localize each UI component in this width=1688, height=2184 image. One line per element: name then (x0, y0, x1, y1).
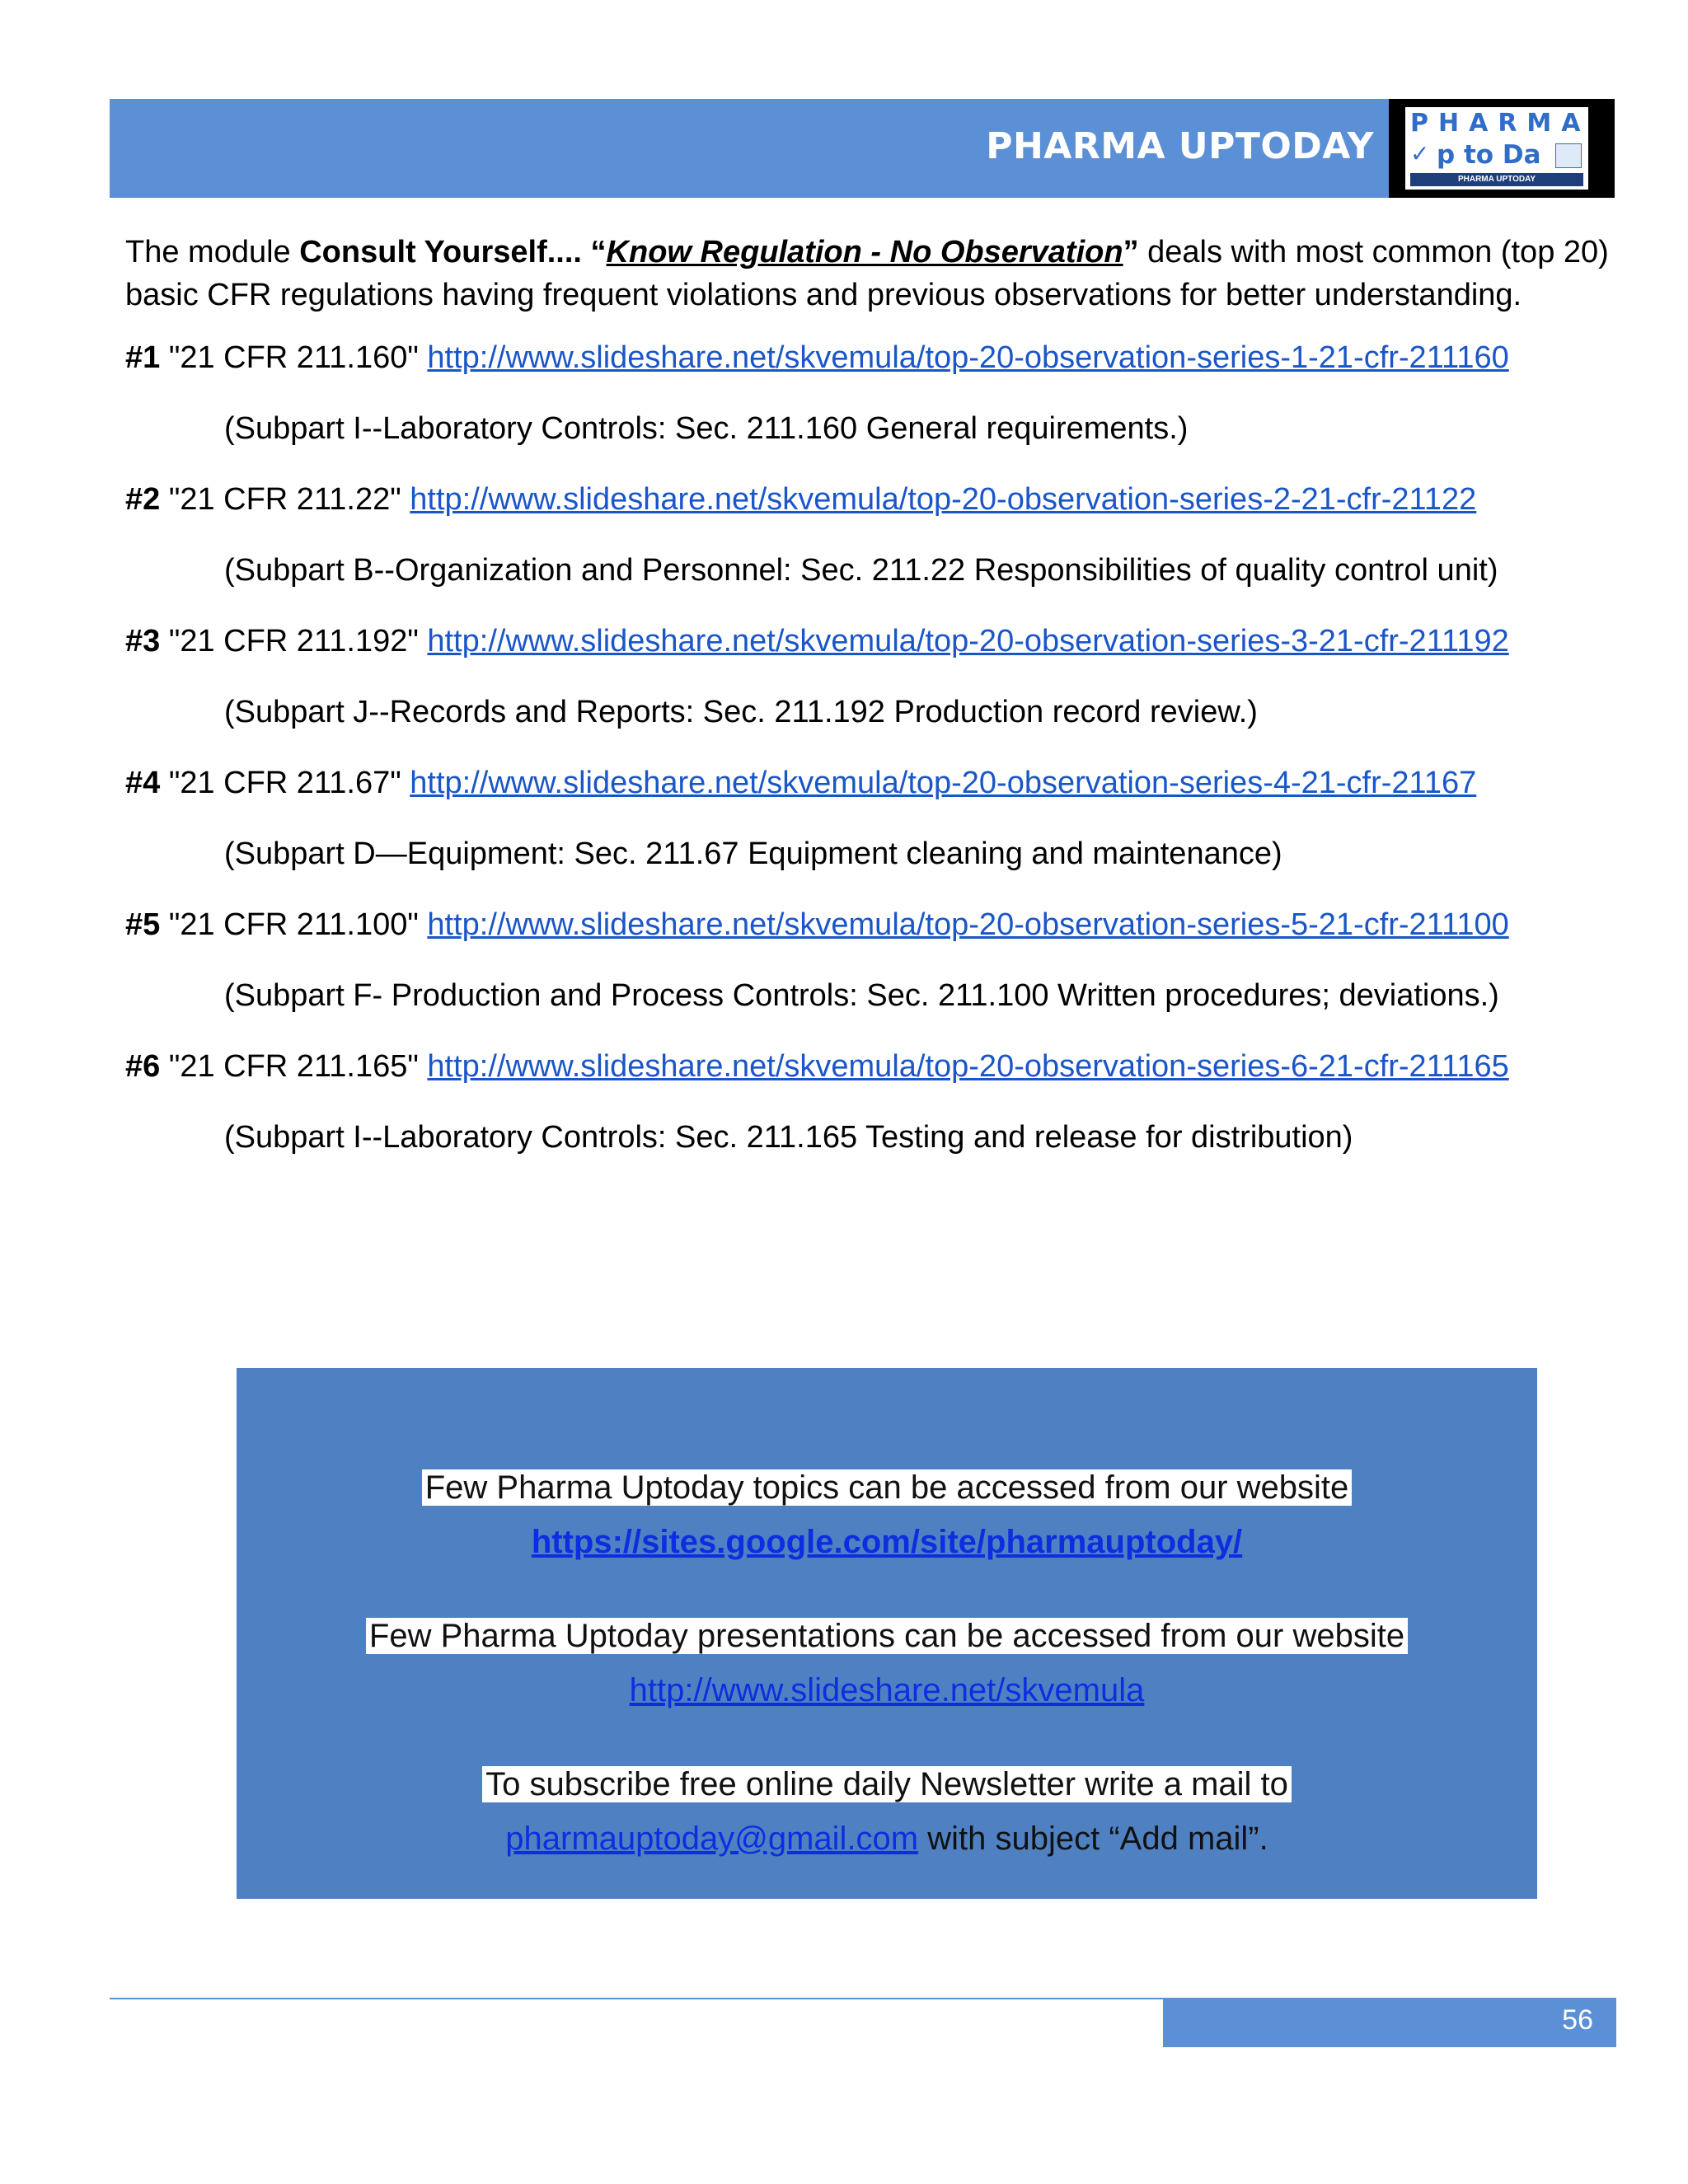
entry-5 (125, 903, 1609, 1017)
logo-middle (1409, 142, 1585, 170)
entry-cfr: "21 CFR 211.100" (160, 907, 428, 942)
entry-cfr: "21 CFR 211.160" (160, 340, 428, 375)
entry-3 (125, 620, 1609, 733)
entry-link[interactable]: http://www.slideshare.net/skvemula/top-20-observation-series-5-21-cfr-211100 (427, 907, 1509, 942)
topics-text: Few Pharma Uptoday topics can be accessed from our website (422, 1469, 1353, 1506)
entry-subpart: (Subpart F- Production and Process Controls: Sec. 211.100 Written procedures; deviations.) (224, 978, 1499, 1013)
entry-cfr: "21 CFR 211.192" (160, 624, 428, 658)
entry-heading (125, 478, 1609, 521)
info-box-content (237, 1460, 1537, 1866)
module-title: Know Regulation - No Observation (606, 235, 1123, 269)
entry-cfr: "21 CFR 211.165" (160, 1049, 428, 1084)
entry-heading (125, 903, 1609, 946)
entry-subpart: (Subpart I--Laboratory Controls: Sec. 211.165 Testing and release for distribution) (224, 1120, 1353, 1155)
entry-2 (125, 478, 1609, 592)
entry-subpart: (Subpart B--Organization and Personnel: Sec. 211.22 Responsibilities of quality control unit) (224, 553, 1498, 588)
entry-heading (125, 620, 1609, 663)
module-name: Consult Yourself.... (299, 235, 582, 269)
document-body (125, 231, 1609, 1187)
entry-heading (125, 1045, 1609, 1088)
topics-link[interactable]: https://sites.google.com/site/pharmauptoday/ (531, 1524, 1243, 1560)
email-link[interactable]: pharmauptoday@gmail.com (505, 1821, 919, 1857)
intro-suffix: deals with most common (top 20) basic CFR regulations having frequent violations and previous observations for better understanding. (125, 235, 1609, 312)
logo-top-text: PHARMA (1410, 109, 1591, 138)
subscribe-text: To subscribe free online daily Newsletter write a mail to (482, 1766, 1292, 1802)
info-box (237, 1368, 1537, 1899)
presentations-text: Few Pharma Uptoday presentations can be accessed from our website (366, 1618, 1408, 1654)
pharma-uptodate-logo (1389, 99, 1615, 198)
logo-bottom-text: PHARMA UPTODAY (1410, 173, 1583, 186)
entry-link[interactable]: http://www.slideshare.net/skvemula/top-20-observation-series-3-21-cfr-211192 (427, 624, 1509, 658)
header-bar (110, 99, 1389, 198)
entry-subpart: (Subpart J--Records and Reports: Sec. 211.192 Production record review.) (224, 695, 1258, 729)
entry-link[interactable]: http://www.slideshare.net/skvemula/top-20-observation-series-2-21-cfr-21122 (410, 482, 1477, 517)
quote-open: “ (581, 235, 607, 269)
checkmark-icon: ✓ (1410, 141, 1430, 166)
entry-4 (125, 762, 1609, 875)
footer-rule (110, 1998, 1163, 1999)
email-suffix: with subject “Add mail”. (918, 1821, 1268, 1857)
entry-link[interactable]: http://www.slideshare.net/skvemula/top-20-observation-series-6-21-cfr-211165 (427, 1049, 1509, 1084)
footer-page-box (1163, 1998, 1616, 2047)
intro-paragraph (125, 231, 1609, 316)
entry-subpart: (Subpart D—Equipment: Sec. 211.67 Equipment cleaning and maintenance) (224, 837, 1282, 871)
entry-link[interactable]: http://www.slideshare.net/skvemula/top-20-observation-series-1-21-cfr-211160 (427, 340, 1509, 375)
entry-number: #3 (125, 624, 161, 658)
presentations-link[interactable]: http://www.slideshare.net/skvemula (629, 1672, 1145, 1708)
entry-number: #5 (125, 907, 161, 942)
entry-heading (125, 336, 1609, 379)
entry-number: #1 (125, 340, 161, 375)
header-title: PHARMA UPTODAY (986, 125, 1374, 167)
entry-6 (125, 1045, 1609, 1159)
quote-close: ” (1123, 235, 1139, 269)
entry-cfr: "21 CFR 211.67" (160, 766, 410, 800)
intro-prefix: The module (125, 235, 300, 269)
entry-number: #4 (125, 766, 161, 800)
logo-mid-text: p to Da (1437, 140, 1541, 170)
entry-number: #6 (125, 1049, 161, 1084)
page-number: 56 (1562, 2004, 1593, 2036)
entry-1 (125, 336, 1609, 450)
entry-heading (125, 762, 1609, 804)
entry-link[interactable]: http://www.slideshare.net/skvemula/top-20-observation-series-4-21-cfr-21167 (410, 766, 1477, 800)
logo-panel (1405, 107, 1591, 190)
entry-number: #2 (125, 482, 161, 517)
calendar-icon (1555, 143, 1582, 168)
entry-cfr: "21 CFR 211.22" (160, 482, 410, 517)
entry-subpart: (Subpart I--Laboratory Controls: Sec. 211.160 General requirements.) (224, 411, 1189, 446)
